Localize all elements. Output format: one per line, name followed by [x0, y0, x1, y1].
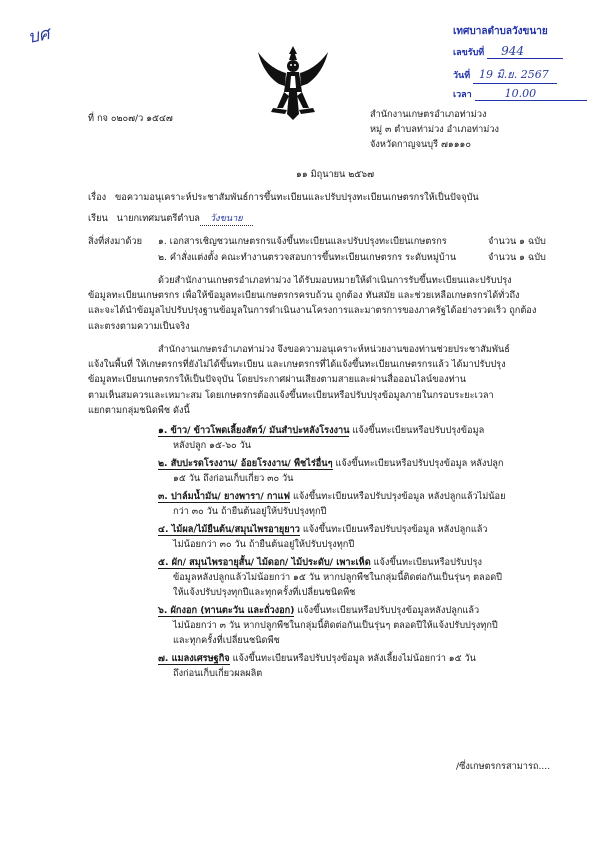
crop-item-5-cont: ข้อมูลหลังปลูกแล้วไม่น้อยกว่า ๑๕ วัน หากปลูกพืชในกลุ่มนี้ติดต่อกันเป็นรุ่นๆ ตลอดปี — [173, 572, 503, 583]
crop-item-3 — [158, 489, 558, 504]
stamp-time-label: เวลา — [453, 90, 472, 100]
paragraph-1-line: และจะได้นำข้อมูลไปปรับปรุงฐานข้อมูลในการดำเนินงานโครงการและมาตรการของภาครัฐได้อย่างรวดเร็ว ถูกต้อง — [88, 305, 537, 317]
crop-item-7-title: ๗. แมลงเศรษฐกิจ — [158, 653, 230, 664]
crop-item-6 — [158, 603, 558, 618]
enclosure-1: ๑. เอกสารเชิญชวนเกษตรกรแจ้งขึ้นทะเบียนและปรับปรุงทะเบียนเกษตรกร — [158, 236, 447, 247]
stamp-org: เทศบาลตำบลวังขนาย — [453, 26, 548, 37]
paragraph-1-line: ข้อมูลทะเบียนเกษตรกร เพื่อให้ข้อมูลทะเบียนเกษตรกรครบถ้วน ถูกต้อง ทันสมัย และช่วยเหลือเกษตรกรได้ทั่วถึง — [88, 290, 520, 302]
garuda-emblem — [253, 42, 333, 122]
crop-item-6-text: แจ้งขึ้นทะเบียนหรือปรับปรุงข้อมูลหลังปลูกแล้ว — [294, 605, 480, 616]
paragraph-2-line: สำนักงานเกษตรอำเภอท่าม่วง จึงขอความอนุเคราะห์หน่วยงานของท่านช่วยประชาสัมพันธ์ — [158, 344, 510, 355]
crop-item-2 — [158, 456, 558, 471]
continuation-note: /ซึ่งเกษตรกรสามารถ.... — [456, 761, 551, 772]
receipt-stamp — [453, 24, 565, 104]
crop-item-1-cont: หลังปลูก ๑๕-๖๐ วัน — [173, 440, 252, 451]
crop-item-6-cont: ไม่น้อยกว่า ๓ วัน หากปลูกพืชในกลุ่มนี้ติดต่อกันเป็นรุ่นๆ ตลอดปีให้แจ้งปรับปรุงทุกปี — [173, 620, 498, 631]
paragraph-2-line: ตามเห็นสมควรและเหมาะสม โดยเกษตรกรต้องแจ้งขึ้นทะเบียนหรือปรับปรุงข้อมูลภายในกรอบระยะเวลา — [88, 389, 494, 401]
crop-item-4 — [158, 522, 558, 537]
crop-item-2-cont: ๑๕ วัน ถึงก่อนเก็บเกี่ยว ๓๐ วัน — [173, 473, 294, 484]
enclosure-2-qty: จำนวน ๑ ฉบับ — [488, 252, 546, 263]
stamp-recv-label: เลขรับที่ — [453, 48, 485, 58]
crop-item-4-text: แจ้งขึ้นทะเบียนหรือปรับปรุงข้อมูล หลังปลูกแล้ว — [299, 524, 488, 535]
paragraph-1-line: และตรงตามความเป็นจริง — [88, 320, 190, 332]
crop-item-7-cont: ถึงก่อนเก็บเกี่ยวผลผลิต — [173, 668, 263, 679]
margin-note: บศ — [26, 23, 52, 49]
document-date: ๑๑ มิถุนายน ๒๕๖๗ — [296, 169, 374, 180]
stamp-recv-no: 944 — [487, 44, 563, 59]
paragraph-2-line: ข้อมูลทะเบียนเกษตรกรให้เป็นปัจจุบัน โดยประกาศผ่านเสียงตามสายและผ่านสื่อออนไลน์ของท่าน — [88, 374, 467, 386]
paragraph-2-line: แจ้งในพื้นที่ ให้เกษตรกรที่ยังไม่ได้ขึ้นทะเบียน และเกษตรกรที่ได้แจ้งขึ้นทะเบียนเกษตรกรแล้ว ได้มาปรับปรุง — [88, 359, 506, 371]
document-number: ที่ กจ ๐๒๐๗/ว ๑๕๔๗ — [88, 113, 173, 124]
crop-item-6-cont: และทุกครั้งที่เปลี่ยนชนิดพืช — [173, 635, 280, 646]
crop-item-3-cont: กว่า ๓๐ วัน ถ้ายืนต้นอยู่ให้ปรับปรุงทุกปี — [173, 506, 327, 517]
paragraph-2-line: แยกตามกลุ่มชนิดพืช ดังนี้ — [88, 404, 190, 416]
paragraph-1-line: ด้วยสำนักงานเกษตรอำเภอท่าม่วง ได้รับมอบหมายให้ดำเนินการรับขึ้นทะเบียนและปรับปรุง — [158, 275, 512, 286]
stamp-date-label: วันที่ — [453, 71, 471, 81]
crop-item-4-title: ๔. ไม้ผล/ไม้ยืนต้น/สมุนไพรอายุยาว — [158, 524, 300, 535]
to-handwritten: วังขนาย — [200, 212, 253, 226]
crop-item-5 — [158, 555, 558, 570]
enclosure-2: ๒. คำสั่งแต่งตั้ง คณะทำงานตรวจสอบการขึ้นทะเบียนเกษตรกร ระดับหมู่บ้าน — [158, 252, 457, 263]
crop-item-3-title: ๓. ปาล์มน้ำมัน/ ยางพารา/ กาแฟ — [158, 491, 291, 502]
crop-item-6-title: ๖. ผักงอก (ทานตะวัน และถั่วงอก) — [158, 605, 295, 616]
crop-item-1-text: แจ้งขึ้นทะเบียนหรือปรับปรุงข้อมูล — [349, 425, 485, 436]
paragraph-1 — [88, 273, 558, 334]
enclosure-label: สิ่งที่ส่งมาด้วย — [88, 236, 142, 247]
sender-line-1: สำนักงานเกษตรอำเภอท่าม่วง — [370, 109, 487, 120]
stamp-time-value: 10.00 — [475, 87, 587, 101]
subject-label: เรื่อง — [88, 192, 107, 203]
to-text: นายกเทศมนตรีตำบล — [116, 213, 200, 224]
crop-item-5-title: ๕. ผัก/ สมุนไพรอายุสั้น/ ไม้ดอก/ ไม้ประดับ/ เพาะเห็ด — [158, 557, 371, 568]
stamp-date-value: 19 มิ.ย. 2567 — [473, 65, 557, 84]
crop-item-1-title: ๑. ข้าว/ ข้าวโพดเลี้ยงสัตว์/ มันสำปะหลังโรงงาน — [158, 425, 350, 436]
crop-item-5-cont: ให้แจ้งปรับปรุงทุกปีและทุกครั้งที่เปลี่ยนชนิดพืช — [173, 587, 356, 598]
crop-item-1 — [158, 423, 558, 438]
paragraph-2 — [88, 342, 558, 418]
crop-item-4-cont: ไม่น้อยกว่า ๓๐ วัน ถ้ายืนต้นอยู่ให้ปรับปรุงทุกปี — [173, 539, 355, 550]
subject-text: ขอความอนุเคราะห์ประชาสัมพันธ์การขึ้นทะเบียนและปรับปรุงทะเบียนเกษตรกรให้เป็นปัจจุบัน — [115, 192, 479, 203]
crop-item-7-text: แจ้งขึ้นทะเบียนหรือปรับปรุงข้อมูล หลังเลี้ยงไม่น้อยกว่า ๑๕ วัน — [229, 653, 476, 664]
crop-items-list — [158, 423, 558, 681]
sender-line-2: หมู่ ๓ ตำบลท่าม่วง อำเภอท่าม่วง — [370, 124, 499, 135]
crop-item-7 — [158, 651, 558, 666]
to-label: เรียน — [88, 213, 108, 224]
enclosure-1-qty: จำนวน ๑ ฉบับ — [488, 236, 546, 247]
crop-item-3-text: แจ้งขึ้นทะเบียนหรือปรับปรุงข้อมูล หลังปลูกแล้วไม่น้อย — [290, 491, 506, 502]
crop-item-2-text: แจ้งขึ้นทะเบียนหรือปรับปรุงข้อมูล หลังปลูก — [332, 458, 504, 469]
crop-item-2-title: ๒. สับปะรดโรงงาน/ อ้อยโรงงาน/ พืชไร่อื่นๆ — [158, 458, 333, 469]
crop-item-5-text: แจ้งขึ้นทะเบียนหรือปรับปรุง — [370, 557, 482, 568]
sender-line-3: จังหวัดกาญจนบุรี ๗๑๑๑๐ — [370, 139, 471, 150]
